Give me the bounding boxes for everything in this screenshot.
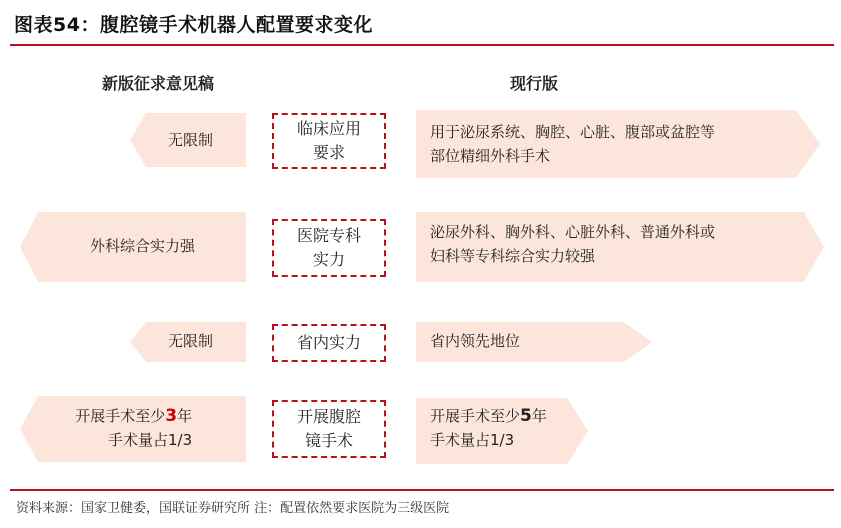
current-line1-pre: 开展手术至少 (430, 407, 521, 425)
footer-divider (10, 489, 834, 491)
current-requirement-text (430, 404, 547, 452)
title-bar (10, 0, 834, 46)
new-requirement-text: 外科综合实力强 (90, 237, 196, 255)
current-line1: 泌尿外科、胸外科、心脏外科、普通外科或 (430, 223, 716, 241)
new-requirement-text (74, 404, 192, 452)
current-line2: 手术量占1/3 (430, 431, 515, 449)
current-line1 (430, 404, 547, 428)
category-line2: 镜手术 (304, 431, 353, 450)
new-line1-post: 年 (177, 407, 193, 425)
current-requirement-text (430, 120, 715, 168)
category-line2: 要求 (312, 143, 345, 162)
current-requirement-text: 省内领先地位 (430, 332, 521, 350)
current-line1-post: 年 (531, 407, 547, 425)
new-line2: 手术量占1/3 (108, 431, 193, 449)
figure-title: 图表54：腹腔镜手术机器人配置要求变化 (14, 14, 373, 36)
category-box (272, 219, 386, 277)
new-requirement-text: 无限制 (168, 131, 214, 149)
new-line1 (74, 404, 192, 428)
category-line1: 医院专科 (296, 226, 361, 245)
current-line2: 妇科等专科综合实力较强 (430, 247, 596, 265)
category-box (272, 324, 386, 362)
column-header-current: 现行版 (510, 74, 559, 93)
category-box (272, 113, 386, 169)
source-note: 资料来源：国家卫健委，国联证券研究所 注：配置依然要求医院为三级医院 (16, 501, 450, 516)
column-header-new-draft: 新版征求意见稿 (102, 74, 215, 93)
category-line1: 开展腹腔 (296, 407, 361, 426)
category-line2: 实力 (312, 250, 345, 269)
category-line1: 省内实力 (296, 333, 361, 352)
category-line1: 临床应用 (296, 119, 361, 138)
current-line2: 部位精细外科手术 (430, 147, 551, 165)
current-line1: 用于泌尿系统、胸腔、心脏、腹部或盆腔等 (430, 123, 716, 141)
category-box (272, 400, 386, 458)
new-requirement-text: 无限制 (168, 332, 214, 350)
current-requirement-text (430, 220, 715, 268)
new-line1-pre: 开展手术至少 (75, 407, 166, 425)
current-years-number: 5 (520, 406, 532, 426)
new-years-number: 3 (165, 406, 178, 426)
